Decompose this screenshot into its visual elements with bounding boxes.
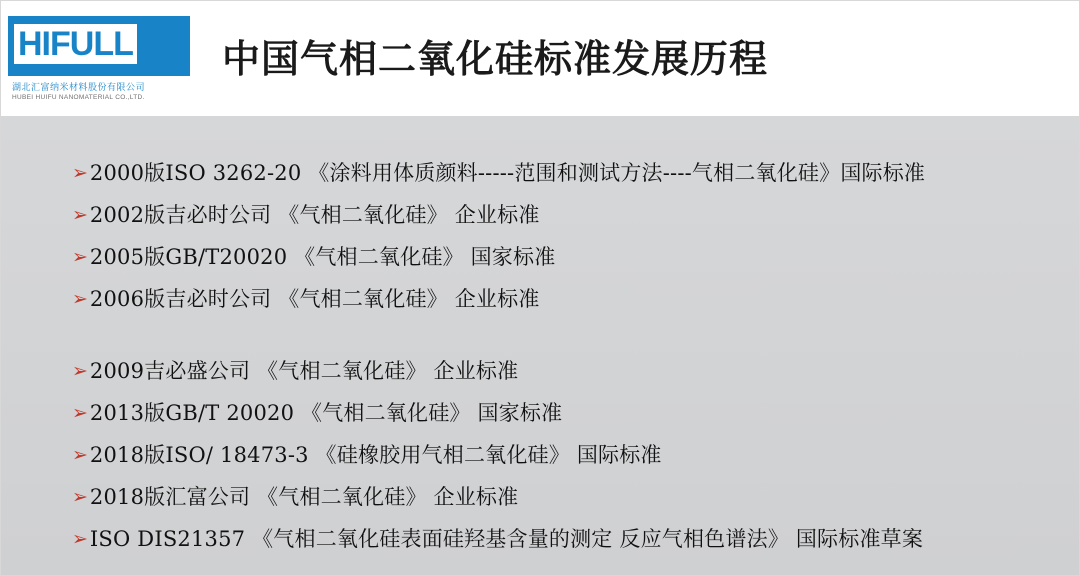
arrow-bullet-icon: ➢ xyxy=(72,444,88,466)
list-item-text: 2013版GB/T 20020 《气相二氧化硅》 国家标准 xyxy=(89,401,563,425)
list-item xyxy=(72,398,1040,428)
page-title: 中国气相二氧化硅标准发展历程 xyxy=(222,39,769,81)
company-logo xyxy=(8,10,193,106)
list-item-text: 2009吉必盛公司 《气相二氧化硅》 企业标准 xyxy=(89,359,519,383)
bullet-list xyxy=(72,158,1040,566)
list-item xyxy=(72,242,1040,272)
list-item-text: 2002版吉必时公司 《气相二氧化硅》 企业标准 xyxy=(89,203,540,227)
logo-company-name-cn: 湖北汇富纳米材料股份有限公司 xyxy=(12,82,146,92)
list-item-text: 2000版ISO 3262-20 《涂料用体质颜料-----范围和测试方法----气相二氧化硅》国际标准 xyxy=(89,161,926,185)
arrow-bullet-icon: ➢ xyxy=(72,204,88,226)
list-item-text: 2005版GB/T20020 《气相二氧化硅》 国家标准 xyxy=(89,245,556,269)
logo-company-name-en: HUBEI HUIFU NANOMATERIAL CO.,LTD. xyxy=(12,94,145,101)
logo-wordmark: HIFULL xyxy=(14,24,137,64)
list-item-text: ISO DIS21357 《气相二氧化硅表面硅羟基含量的测定 反应气相色谱法》 国际标准草案 xyxy=(89,527,924,551)
arrow-bullet-icon: ➢ xyxy=(72,402,88,424)
slide-header xyxy=(0,0,1080,116)
arrow-bullet-icon: ➢ xyxy=(72,360,88,382)
list-item-text: 2018版ISO/ 18473-3 《硅橡胶用气相二氧化硅》 国际标准 xyxy=(89,443,662,467)
arrow-bullet-icon: ➢ xyxy=(72,486,88,508)
list-item-text: 2018版汇富公司 《气相二氧化硅》 企业标准 xyxy=(89,485,519,509)
slide-body xyxy=(0,116,1080,576)
list-item xyxy=(72,158,1040,188)
list-item xyxy=(72,284,1040,314)
arrow-bullet-icon: ➢ xyxy=(72,162,88,184)
arrow-bullet-icon: ➢ xyxy=(72,528,88,550)
arrow-bullet-icon: ➢ xyxy=(72,246,88,268)
list-item-text: 2006版吉必时公司 《气相二氧化硅》 企业标准 xyxy=(89,287,540,311)
arrow-bullet-icon: ➢ xyxy=(72,288,88,310)
list-item xyxy=(72,356,1040,386)
list-item xyxy=(72,440,1040,470)
list-item xyxy=(72,524,1040,554)
list-spacer xyxy=(72,326,1040,356)
list-item xyxy=(72,200,1040,230)
list-item xyxy=(72,482,1040,512)
